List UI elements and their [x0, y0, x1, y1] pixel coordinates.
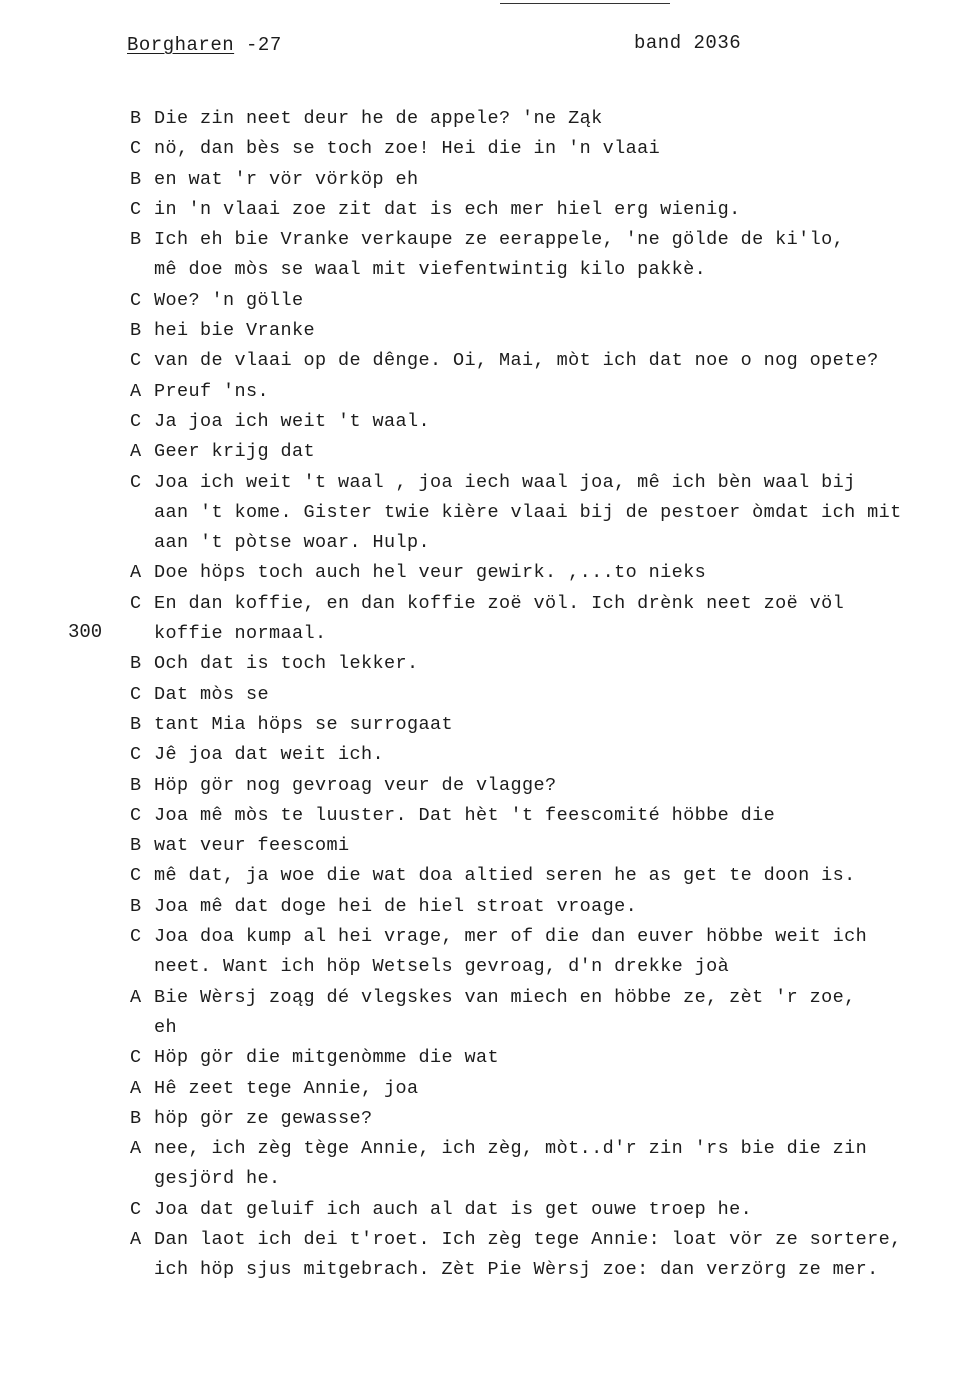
line-text: neet. Want ich höp Wetsels gevroag, d'n drekke joà: [154, 956, 730, 978]
transcript-line: [130, 316, 950, 346]
speaker-label: A: [130, 1077, 142, 1099]
speaker-label: C: [130, 865, 142, 887]
speaker-label: B: [130, 320, 142, 342]
line-text: Och dat is toch lekker.: [154, 653, 419, 675]
line-text: Hê zeet tege Annie, joa: [154, 1077, 419, 1099]
speaker-label: B: [130, 835, 142, 857]
line-text: Woe? 'n gölle: [154, 289, 304, 311]
line-text: Jê joa dat weit ich.: [154, 744, 385, 766]
transcript: [130, 104, 950, 1286]
line-text: Joa doa kump al hei vrage, mer of die dan euver höbbe weit ich: [154, 926, 868, 948]
speaker-label: B: [130, 108, 142, 129]
transcript-line: [130, 528, 950, 558]
speaker-label: B: [130, 713, 142, 735]
transcript-line: [130, 952, 950, 982]
line-text: Dan laot ich dei t'roet. Ich zèg tege Annie: loat vör ze sortere,: [154, 1228, 902, 1250]
speaker-label: B: [130, 229, 142, 251]
line-text: Dat mòs se: [154, 683, 270, 705]
transcript-line: [130, 801, 950, 831]
speaker-label: A: [130, 380, 142, 402]
transcript-line: [130, 1074, 950, 1104]
transcript-line: [130, 1104, 950, 1134]
transcript-line: [130, 649, 950, 679]
place-name: Borgharen: [127, 34, 235, 56]
transcript-line: [130, 437, 950, 467]
speaker-label: C: [130, 138, 142, 160]
speaker-label: A: [130, 562, 142, 584]
speaker-label: A: [130, 1228, 142, 1250]
speaker-label: C: [130, 804, 142, 826]
line-text: nee, ich zèg tège Annie, ich zèg, mòt..d'r zin 'rs bie die zin: [154, 1138, 868, 1160]
line-text: in 'n vlaai zoe zit dat is ech mer hiel erg wienig.: [154, 198, 741, 220]
speaker-label: B: [130, 653, 142, 675]
line-text: Ich eh bie Vranke verkaupe ze eerappele, 'ne gölde de ki'lo,: [154, 229, 845, 251]
transcript-line: [130, 1195, 950, 1225]
line-text: Höp gör nog gevroag veur de vlagge?: [154, 774, 557, 796]
speaker-label: C: [130, 350, 142, 372]
transcript-line: [130, 104, 950, 134]
speaker-label: C: [130, 1198, 142, 1220]
transcript-line: [130, 286, 950, 316]
page-header-left: [127, 34, 282, 56]
line-text: en wat 'r vör vörköp eh: [154, 168, 419, 190]
line-text: Doe höps toch auch hel veur gewirk. ,...to nieks: [154, 562, 707, 584]
line-text: Höp gör die mitgenòmme die wat: [154, 1047, 500, 1069]
transcript-line: [130, 377, 950, 407]
line-text: koffie normaal.: [154, 623, 327, 645]
top-rule: [500, 3, 670, 4]
line-text: Joa ich weit 't waal , joa iech waal joa, mê ich bèn waal bij: [154, 471, 856, 493]
line-text: Joa mê mòs te luuster. Dat hèt 't feescomité höbbe die: [154, 804, 776, 826]
transcript-line: [130, 195, 950, 225]
speaker-label: B: [130, 895, 142, 917]
margin-line-number: 300: [68, 621, 103, 643]
line-text: nö, dan bès se toch zoe! Hei die in 'n vlaai: [154, 138, 661, 160]
transcript-line: [130, 619, 950, 649]
transcript-line: [130, 710, 950, 740]
speaker-label: C: [130, 471, 142, 493]
transcript-line: [130, 771, 950, 801]
transcript-line: [130, 740, 950, 770]
transcript-line: [130, 165, 950, 195]
speaker-label: C: [130, 1047, 142, 1069]
line-text: wat veur feescomi: [154, 835, 350, 857]
line-text: eh: [154, 1016, 178, 1038]
line-text: mê dat, ja woe die wat doa altied seren he as get te doon is.: [154, 865, 856, 887]
speaker-label: B: [130, 774, 142, 796]
line-text: Ja joa ich weit 't waal.: [154, 410, 431, 432]
transcript-line: [130, 225, 950, 255]
line-text: Geer krijg dat: [154, 441, 316, 463]
line-text: ich höp sjus mitgebrach. Zèt Pie Wèrsj zoe: dan verzörg ze mer.: [154, 1259, 879, 1281]
speaker-label: C: [130, 410, 142, 432]
line-text: hei bie Vranke: [154, 320, 316, 342]
transcript-line: [130, 589, 950, 619]
speaker-label: A: [130, 986, 142, 1008]
transcript-line: [130, 255, 950, 285]
transcript-line: [130, 468, 950, 498]
transcript-line: [130, 558, 950, 588]
transcript-line: [130, 407, 950, 437]
page-number: -27: [234, 34, 282, 56]
transcript-line: [130, 831, 950, 861]
transcript-line: [130, 922, 950, 952]
line-text: tant Mia höps se surrogaat: [154, 713, 454, 735]
transcript-line: [130, 134, 950, 164]
transcript-line: [130, 1164, 950, 1194]
speaker-label: C: [130, 592, 142, 614]
transcript-line: [130, 861, 950, 891]
line-text: höp gör ze gewasse?: [154, 1107, 373, 1129]
transcript-line: [130, 1255, 950, 1285]
speaker-label: A: [130, 441, 142, 463]
transcript-line: [130, 346, 950, 376]
speaker-label: B: [130, 168, 142, 190]
line-text: Joa dat geluif ich auch al dat is get ouwe troep he.: [154, 1198, 753, 1220]
speaker-label: C: [130, 198, 142, 220]
speaker-label: B: [130, 1107, 142, 1129]
line-text: aan 't pòtse woar. Hulp.: [154, 532, 431, 554]
transcript-line: [130, 1013, 950, 1043]
line-text: Bie Wèrsj zoąg dé vlegskes van miech en höbbe ze, zèt 'r zoe,: [154, 986, 856, 1008]
transcript-line: [130, 983, 950, 1013]
line-text: aan 't kome. Gister twie kière vlaai bij de pestoer òmdat ich mit: [154, 501, 902, 523]
transcript-line: [130, 1134, 950, 1164]
line-text: van de vlaai op de dênge. Oi, Mai, mòt ich dat noe o nog opete?: [154, 350, 879, 372]
speaker-label: C: [130, 744, 142, 766]
line-text: mê doe mòs se waal mit viefentwintig kilo pakkè.: [154, 259, 707, 281]
line-text: gesjörd he.: [154, 1168, 281, 1190]
line-text: Die zin neet deur he de appele? 'ne Ząk: [154, 108, 603, 129]
transcript-line: [130, 498, 950, 528]
speaker-label: C: [130, 926, 142, 948]
line-text: En dan koffie, en dan koffie zoë völ. Ich drènk neet zoë völ: [154, 592, 845, 614]
line-text: Joa mê dat doge hei de hiel stroat vroage.: [154, 895, 638, 917]
band-number: band 2036: [634, 32, 742, 54]
speaker-label: A: [130, 1138, 142, 1160]
line-text: Preuf 'ns.: [154, 380, 270, 402]
speaker-label: C: [130, 683, 142, 705]
transcript-line: [130, 1225, 950, 1255]
transcript-line: [130, 680, 950, 710]
speaker-label: C: [130, 289, 142, 311]
transcript-line: [130, 892, 950, 922]
transcript-line: [130, 1043, 950, 1073]
